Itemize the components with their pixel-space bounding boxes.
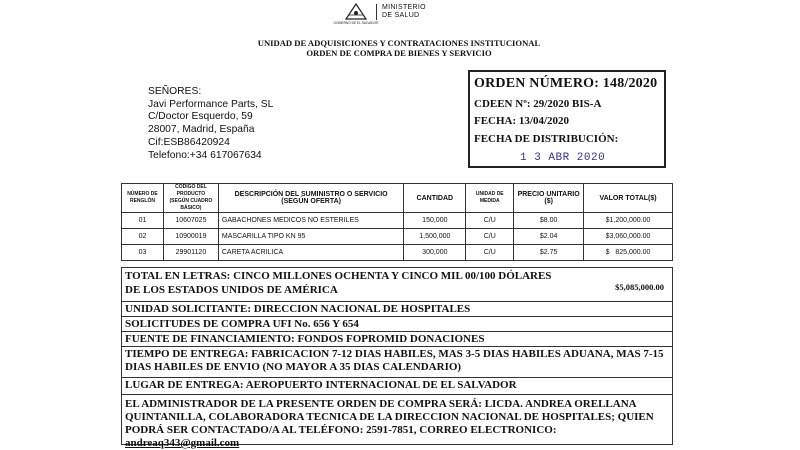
order-number: ORDEN NÚMERO: 148/2020 bbox=[474, 76, 658, 91]
column-header: VALOR TOTAL($) bbox=[584, 184, 673, 213]
table-row bbox=[122, 245, 673, 261]
supplier-label: SEÑORES: bbox=[148, 86, 202, 97]
purchase-requests: SOLICITUDES DE COMPRA UFI No. 656 Y 654 bbox=[121, 317, 673, 332]
column-header: NÚMERO DE RENGLÓN bbox=[122, 184, 164, 213]
table-cell: $1,200,000.00 bbox=[584, 213, 673, 229]
table-cell: C/U bbox=[466, 245, 514, 261]
table-cell: $2.04 bbox=[514, 229, 584, 245]
table-cell: CARETA ACRILICA bbox=[218, 245, 404, 261]
unit-title: UNIDAD DE ADQUISICIONES Y CONTRATACIONES INSTITUCIONAL bbox=[257, 38, 541, 48]
table-cell: 03 bbox=[122, 245, 164, 261]
table-cell: $3,060,000.00 bbox=[584, 229, 673, 245]
table-cell: 02 bbox=[122, 229, 164, 245]
table-row bbox=[122, 213, 673, 229]
column-header: UNIDAD DE MEDIDA bbox=[466, 184, 514, 213]
table-cell: 29901120 bbox=[163, 245, 218, 261]
column-header: DESCRIPCIÓN DEL SUMINISTRO O SERVICIO (SEGÚN OFERTA) bbox=[218, 184, 404, 213]
supplier-address-1: C/Doctor Esquerdo, 59 bbox=[148, 111, 253, 123]
table-row bbox=[122, 229, 673, 245]
delivery-time: TIEMPO DE ENTREGA: FABRICACION 7-12 DIAS HABILES, MAS 3-5 DIAS HABILES ADUANA, MAS 7-15 DIAS HABILES DE ENVIO (NO MAYOR A 35 DIAS CALENDARIO) bbox=[121, 347, 673, 378]
ministry-line-1: MINISTERIO bbox=[382, 4, 426, 11]
supplier-block bbox=[148, 86, 273, 162]
administrator-block bbox=[121, 395, 673, 449]
column-header: CÓDIGO DEL PRODUCTO (SEGÚN CUADRO BÁSICO) bbox=[163, 184, 218, 213]
table-cell: MASCARILLA TIPO KN 95 bbox=[218, 229, 404, 245]
funding-source: FUENTE DE FINANCIAMIENTO: FONDOS FOPROMID DONACIONES bbox=[121, 332, 673, 347]
table-cell: $ 825,000.00 bbox=[584, 245, 673, 261]
column-header: PRECIO UNITARIO ($) bbox=[514, 184, 584, 213]
requesting-unit: UNIDAD SOLICITANTE: DIRECCION NACIONAL DE HOSPITALES bbox=[121, 302, 673, 317]
table-cell: 150,000 bbox=[404, 213, 466, 229]
table-cell: C/U bbox=[466, 213, 514, 229]
column-header: CANTIDAD bbox=[404, 184, 466, 213]
delivery-place: LUGAR DE ENTREGA: AEROPUERTO INTERNACIONAL DE EL SALVADOR bbox=[121, 378, 673, 395]
order-cdeen: CDEEN Nº: 29/2020 BIS-A bbox=[474, 98, 602, 110]
totals-row bbox=[121, 267, 673, 302]
table-header-row bbox=[122, 184, 673, 213]
contact-email-link[interactable]: andreaq343@gmail.com bbox=[125, 437, 240, 449]
ministry-line-2: DE SALUD bbox=[382, 12, 420, 19]
table-cell: 1,500,000 bbox=[404, 229, 466, 245]
purchase-order-document bbox=[118, 0, 680, 449]
table-cell: C/U bbox=[466, 229, 514, 245]
table-cell: 300,000 bbox=[404, 245, 466, 261]
ministry-label bbox=[376, 4, 426, 20]
distribution-date-label: FECHA DE DISTRIBUCIÓN: bbox=[474, 133, 619, 145]
table-cell: $8.00 bbox=[514, 213, 584, 229]
date-stamp: 1 3 ABR 2020 bbox=[520, 152, 606, 164]
supplier-name: Javi Performance Parts, SL bbox=[148, 98, 274, 110]
svg-text:GOBIERNO DE EL SALVADOR: GOBIERNO DE EL SALVADOR bbox=[333, 21, 379, 25]
total-amount: $5,085,000.00 bbox=[615, 282, 664, 292]
administrator-text: EL ADMINISTRADOR DE LA PRESENTE ORDEN DE COMPRA SERÁ: LICDA. ANDREA ORELLANA QUINTANILLA, COLABORADORA TECNICA DE LA DIRECCION NACIONAL DE HOSPITALES; QUIEN PODRÁ SER CONTACTADO/A AL TELÉFONO: 2591-7851, CORREO ELECTRONICO: bbox=[125, 398, 654, 436]
total-in-words: TOTAL EN LETRAS: CINCO MILLONES OCHENTA Y CINCO MIL 00/100 DÓLARES DE LOS ESTADOS UNIDOS DE AMÉRICA bbox=[125, 270, 552, 296]
order-date: FECHA: 13/04/2020 bbox=[474, 115, 570, 127]
supplier-phone: Telefono:+34 617067634 bbox=[148, 149, 262, 161]
table-cell: GABACHONES MEDICOS NO ESTERILES bbox=[218, 213, 404, 229]
table-cell: 01 bbox=[122, 213, 164, 229]
items-table bbox=[121, 183, 673, 261]
order-number-box bbox=[468, 70, 666, 168]
coat-of-arms-icon bbox=[333, 2, 379, 26]
table-cell: 10607025 bbox=[163, 213, 218, 229]
order-type-title: ORDEN DE COMPRA DE BIENES Y SERVICIO bbox=[306, 48, 492, 58]
supplier-cif: Cif:ESB86420924 bbox=[148, 136, 230, 148]
table-cell: 10900019 bbox=[163, 229, 218, 245]
table-cell: $2.75 bbox=[514, 245, 584, 261]
supplier-address-2: 28007, Madrid, España bbox=[148, 124, 255, 136]
